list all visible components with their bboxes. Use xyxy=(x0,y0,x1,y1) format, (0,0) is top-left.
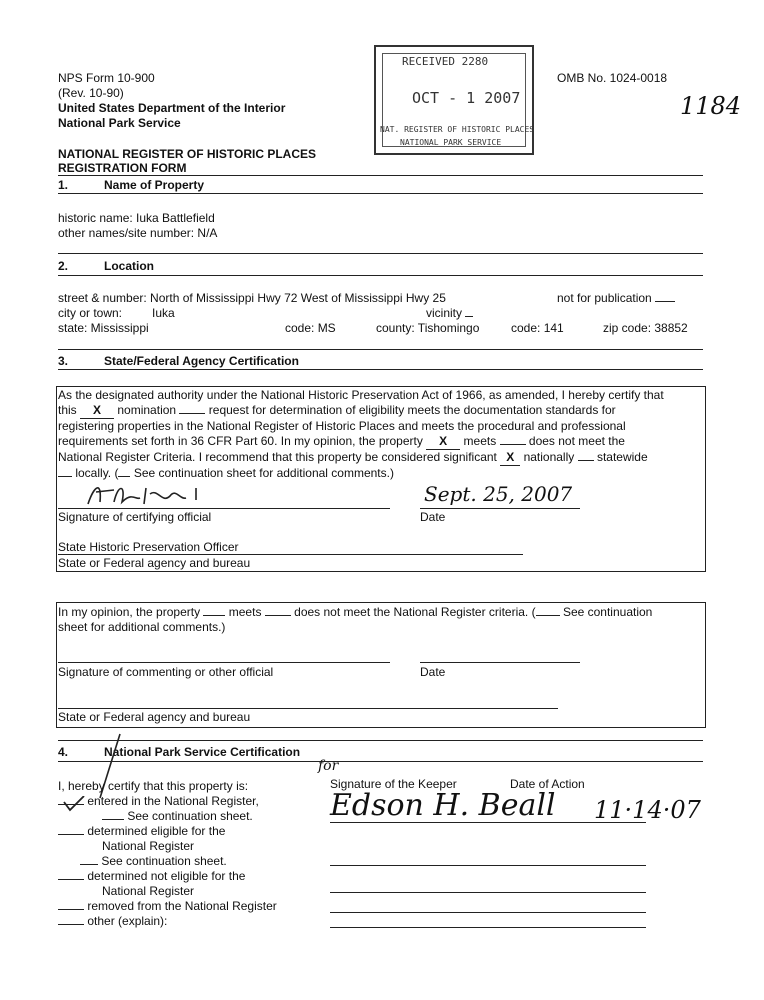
keeper-line xyxy=(330,912,646,913)
certification-text xyxy=(58,388,698,481)
divider xyxy=(58,253,703,254)
section-3-title: State/Federal Agency Certification xyxy=(104,354,299,368)
entered-register-item[interactable]: entered in the National Register, xyxy=(58,794,259,808)
cert-line: requirements set forth in 36 CFR Part 60. In my opinion, the property X meets does not meet the xyxy=(58,434,625,448)
request-checkbox[interactable] xyxy=(179,413,205,414)
not-for-publication xyxy=(557,291,675,305)
omb-number: OMB No. 1024-0018 xyxy=(557,71,668,85)
statewide-checkbox[interactable] xyxy=(578,460,594,461)
cert-line: National Register Criteria. I recommend that this property be considered significant X nationally statewide xyxy=(58,450,648,464)
opinion-meets-checkbox[interactable] xyxy=(203,615,225,616)
divider xyxy=(58,761,703,762)
date-line xyxy=(420,662,580,663)
zip-code: zip code: 38852 xyxy=(603,321,688,335)
signature-line xyxy=(58,508,390,509)
not-eligible-item[interactable]: determined not eligible for the xyxy=(58,869,245,883)
section-4-number: 4. xyxy=(58,745,69,759)
cert-line: this X nomination request for determination of eligibility meets the documentation standards for xyxy=(58,403,616,417)
keeper-line xyxy=(330,865,646,866)
section-2-number: 2. xyxy=(58,259,69,273)
eligible-checkbox[interactable] xyxy=(58,834,84,835)
opinion-does-not-meet-checkbox[interactable] xyxy=(265,615,291,616)
checkmark-icon xyxy=(62,796,86,812)
agency-line xyxy=(58,708,558,709)
keeper-signature-label: Signature of the Keeper xyxy=(330,777,457,791)
not-for-publication-field xyxy=(655,301,675,302)
meets-checkbox[interactable]: X xyxy=(426,434,460,450)
handwritten-id: 1184 xyxy=(680,92,742,120)
stamp-date: OCT - 1 2007 xyxy=(412,89,521,107)
other-names: other names/site number: N/A xyxy=(58,226,218,240)
commenting-date-label: Date xyxy=(420,665,446,679)
divider xyxy=(58,175,703,176)
section-4-title: National Park Service Certification xyxy=(104,745,301,759)
continuation-checkbox[interactable] xyxy=(102,819,124,820)
removed-checkbox[interactable] xyxy=(58,909,84,910)
eligible-register-label: National Register xyxy=(102,839,195,853)
opinion-continuation-checkbox[interactable] xyxy=(536,615,560,616)
vicinity xyxy=(426,306,473,320)
divider xyxy=(58,275,703,276)
continuation-checkbox[interactable] xyxy=(118,476,130,477)
section-2-title: Location xyxy=(104,259,154,273)
continuation-checkbox[interactable] xyxy=(80,864,98,865)
vicinity-label: vicinity xyxy=(426,306,463,320)
not-eligible-checkbox[interactable] xyxy=(58,879,84,880)
vicinity-field xyxy=(465,316,473,317)
certifying-agency-label: State or Federal agency and bureau xyxy=(58,556,251,570)
city-value: Iuka xyxy=(152,306,175,320)
form-subtitle: REGISTRATION FORM xyxy=(58,161,187,175)
opinion-text xyxy=(58,605,698,635)
date-of-action-label: Date of Action xyxy=(510,777,585,791)
divider xyxy=(58,193,703,194)
removed-item[interactable]: removed from the National Register xyxy=(58,899,277,913)
street-number: street & number: North of Mississippi Hwy 72 West of Mississippi Hwy 25 xyxy=(58,291,446,305)
does-not-meet-checkbox[interactable] xyxy=(500,444,526,445)
not-eligible-register-label: National Register xyxy=(102,884,195,898)
signature-line xyxy=(58,662,390,663)
divider xyxy=(58,740,703,741)
county-code: code: 141 xyxy=(511,321,564,335)
keeper-line xyxy=(330,892,646,893)
determined-eligible-item[interactable]: determined eligible for the xyxy=(58,824,225,838)
section-3-number: 3. xyxy=(58,354,69,368)
other-checkbox[interactable] xyxy=(58,924,84,925)
continuation-item-2[interactable]: See continuation sheet. xyxy=(80,854,227,868)
certifying-date-label: Date xyxy=(420,510,446,524)
commenting-agency-label: State or Federal agency and bureau xyxy=(58,710,251,724)
certifying-signature-label: Signature of certifying official xyxy=(58,510,212,524)
form-number: NPS Form 10-900 xyxy=(58,71,155,85)
stamp-received: RECEIVED 2280 xyxy=(402,55,489,68)
stamp-nat-register: NAT. REGISTER OF HISTORIC PLACES xyxy=(380,125,535,134)
historic-name: historic name: Iuka Battlefield xyxy=(58,211,215,225)
locally-checkbox[interactable] xyxy=(58,476,72,477)
cert-line: registering properties in the National Register of Historic Places and meets the procedural and professional xyxy=(58,419,626,433)
certifying-signature xyxy=(84,478,224,510)
other-item[interactable]: other (explain): xyxy=(58,914,167,928)
cert-line: locally. ( See continuation sheet for additional comments.) xyxy=(58,466,698,481)
keeper-line xyxy=(330,927,646,928)
service-name: National Park Service xyxy=(58,116,181,130)
divider xyxy=(58,369,703,370)
official-title: State Historic Preservation Officer xyxy=(58,540,523,555)
keeper-line xyxy=(330,822,646,823)
nomination-checkbox[interactable]: X xyxy=(80,403,114,419)
received-stamp xyxy=(374,45,534,155)
date-line xyxy=(420,508,580,509)
not-for-publication-label: not for publication xyxy=(557,291,652,305)
commenting-signature-label: Signature of commenting or other official xyxy=(58,665,274,679)
stamp-park-service: NATIONAL PARK SERVICE xyxy=(400,138,502,147)
form-title: NATIONAL REGISTER OF HISTORIC PLACES xyxy=(58,147,317,161)
divider xyxy=(58,349,703,350)
certifying-date-handwritten: Sept. 25, 2007 xyxy=(424,482,573,506)
section-1-title: Name of Property xyxy=(104,178,205,192)
action-date-handwritten: 11·14·07 xyxy=(594,796,701,824)
keeper-intro: I, hereby certify that this property is: xyxy=(58,779,249,793)
keeper-signature: Edson H. Beall xyxy=(330,788,556,823)
state-value: state: Mississippi xyxy=(58,321,149,335)
county-value: county: Tishomingo xyxy=(376,321,480,335)
department-name: United States Department of the Interior xyxy=(58,101,286,115)
opinion-line: sheet for additional comments.) xyxy=(58,620,226,634)
opinion-line: In my opinion, the property meets does not meet the National Register criteria. ( See continuation xyxy=(58,605,653,619)
nationally-checkbox[interactable]: X xyxy=(500,450,520,466)
section-1-number: 1. xyxy=(58,178,69,192)
city-label: city or town: xyxy=(58,306,123,320)
cert-line: As the designated authority under the National Historic Preservation Act of 1966, as amended, I hereby certify that xyxy=(58,388,664,402)
form-revision: (Rev. 10-90) xyxy=(58,86,124,100)
continuation-item-1[interactable]: See continuation sheet. xyxy=(102,809,253,823)
state-code: code: MS xyxy=(285,321,336,335)
for-note: for xyxy=(318,758,339,774)
